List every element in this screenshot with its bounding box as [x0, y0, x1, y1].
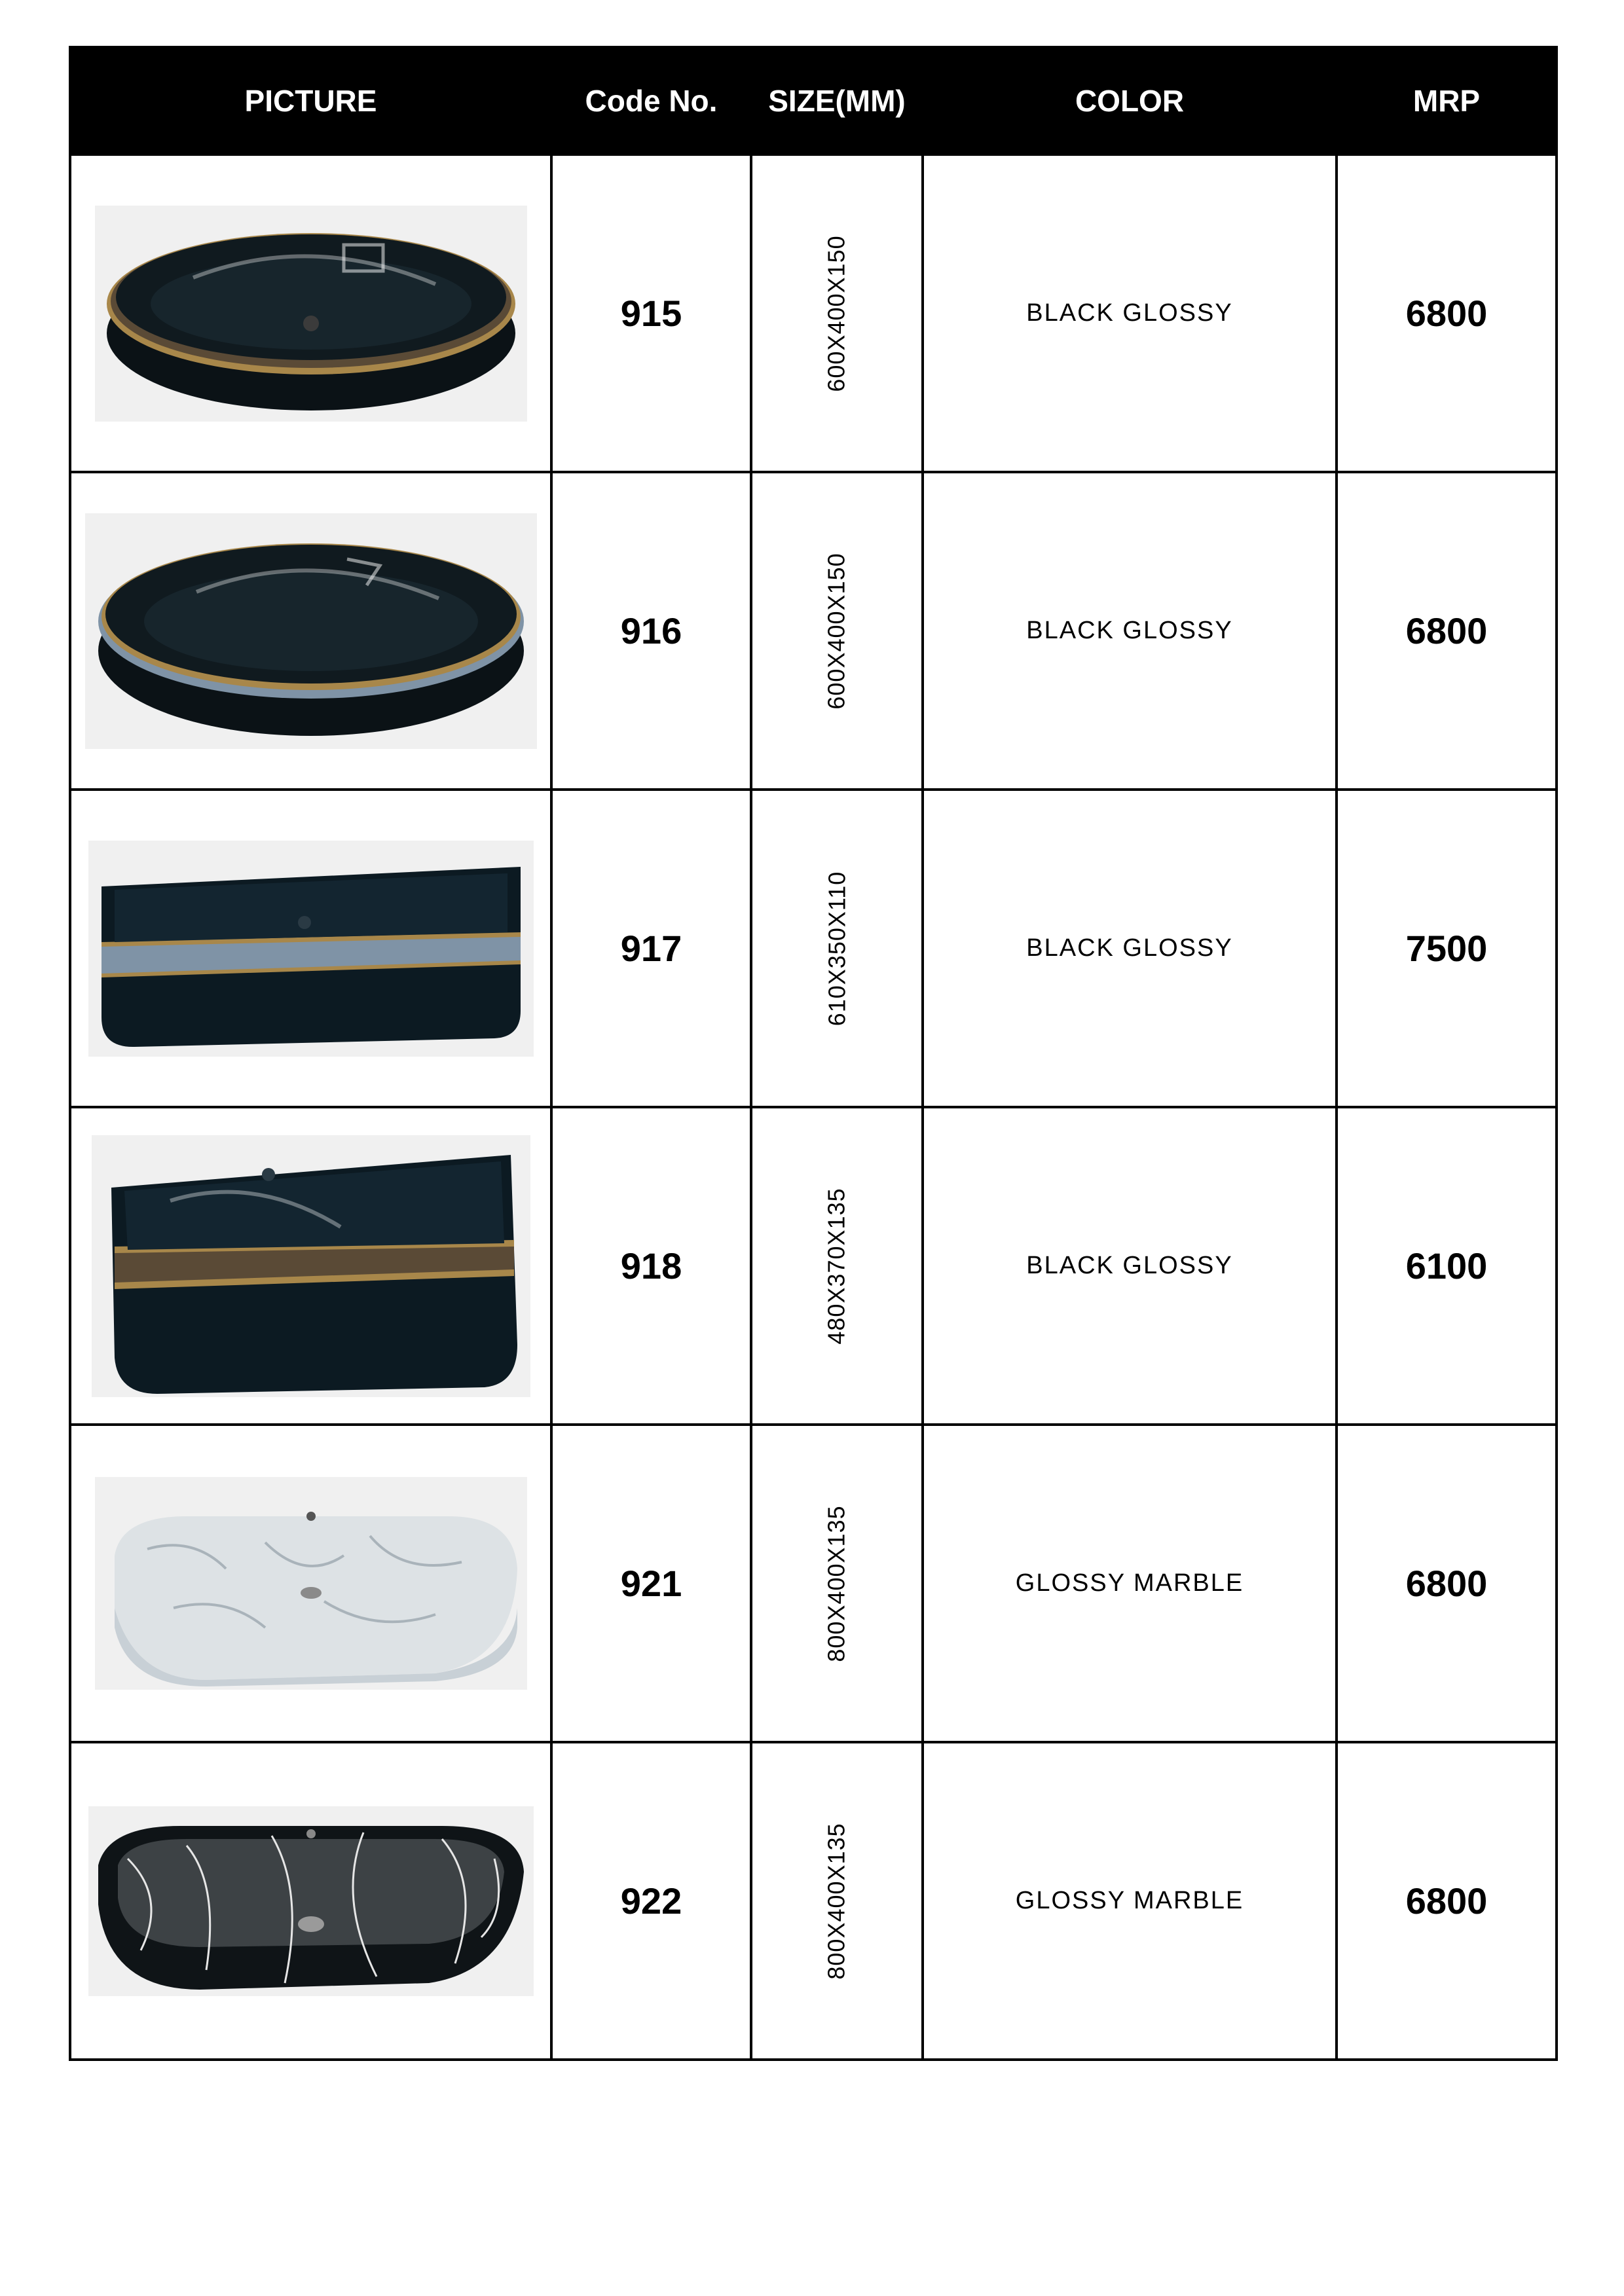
table-row: [70, 155, 1557, 472]
mrp-cell: [1337, 1742, 1557, 2060]
table-header-row: [70, 47, 1557, 155]
size-value: 600X400X150: [823, 234, 850, 392]
mrp-cell: [1337, 1107, 1557, 1425]
mrp-cell: [1337, 472, 1557, 790]
table-row: [70, 1425, 1557, 1742]
oval-black-blue-band-basin-image: [85, 513, 537, 749]
header-code: Code No.: [551, 47, 751, 155]
picture-cell: [70, 1107, 551, 1425]
rect-black-blue-band-basin-image: [88, 841, 534, 1057]
picture-cell: [70, 472, 551, 790]
code-cell: [551, 155, 751, 472]
table-row: [70, 790, 1557, 1107]
table-row: [70, 1107, 1557, 1425]
code-value: 918: [620, 1245, 682, 1286]
size-cell: [751, 155, 923, 472]
code-value: 915: [620, 293, 682, 334]
table-row: [70, 472, 1557, 790]
mrp-value: 6800: [1405, 1563, 1488, 1604]
capsule-black-marble-basin-image: [88, 1806, 534, 1996]
header-color: COLOR: [923, 47, 1337, 155]
oval-black-gold-band-basin-image: [95, 206, 527, 422]
size-value: 800X400X135: [823, 1504, 850, 1662]
picture-cell: [70, 1425, 551, 1742]
code-value: 917: [620, 928, 682, 969]
color-cell: [923, 155, 1337, 472]
code-value: 916: [620, 610, 682, 651]
code-cell: [551, 1425, 751, 1742]
mrp-value: 6800: [1405, 293, 1488, 334]
mrp-cell: [1337, 790, 1557, 1107]
picture-cell: [70, 1742, 551, 2060]
code-cell: [551, 1742, 751, 2060]
size-value: 800X400X135: [823, 1822, 850, 1980]
size-cell: [751, 1425, 923, 1742]
header-picture: PICTURE: [70, 47, 551, 155]
code-value: 922: [620, 1880, 682, 1922]
color-value: GLOSSY MARBLE: [1015, 1569, 1244, 1597]
code-cell: [551, 472, 751, 790]
color-value: GLOSSY MARBLE: [1015, 1887, 1244, 1914]
size-value: 610X350X110: [822, 871, 850, 1026]
color-value: BLACK GLOSSY: [1026, 617, 1233, 644]
color-cell: [923, 1742, 1337, 2060]
code-value: 921: [620, 1563, 682, 1604]
picture-cell: [70, 155, 551, 472]
picture-cell: [70, 790, 551, 1107]
mrp-value: 7500: [1405, 928, 1488, 969]
size-cell: [751, 1742, 923, 2060]
color-cell: [923, 1425, 1337, 1742]
header-mrp: MRP: [1337, 47, 1557, 155]
mrp-value: 6800: [1405, 610, 1488, 651]
table-row: [70, 1742, 1557, 2060]
size-value: 480X370X135: [823, 1187, 850, 1345]
color-value: BLACK GLOSSY: [1026, 1252, 1233, 1279]
color-value: BLACK GLOSSY: [1026, 934, 1233, 962]
size-cell: [751, 790, 923, 1107]
color-value: BLACK GLOSSY: [1026, 299, 1233, 327]
product-table: [69, 46, 1558, 2061]
color-cell: [923, 1107, 1337, 1425]
color-cell: [923, 790, 1337, 1107]
header-size: SIZE(MM): [751, 47, 923, 155]
mrp-value: 6800: [1405, 1880, 1488, 1922]
capsule-white-marble-basin-image: [95, 1477, 527, 1690]
mrp-value: 6100: [1405, 1245, 1488, 1286]
size-cell: [751, 472, 923, 790]
mrp-cell: [1337, 1425, 1557, 1742]
code-cell: [551, 790, 751, 1107]
size-value: 600X400X150: [823, 552, 850, 710]
code-cell: [551, 1107, 751, 1425]
rect-black-gold-band-basin-image: [92, 1135, 530, 1397]
color-cell: [923, 472, 1337, 790]
mrp-cell: [1337, 155, 1557, 472]
size-cell: [751, 1107, 923, 1425]
